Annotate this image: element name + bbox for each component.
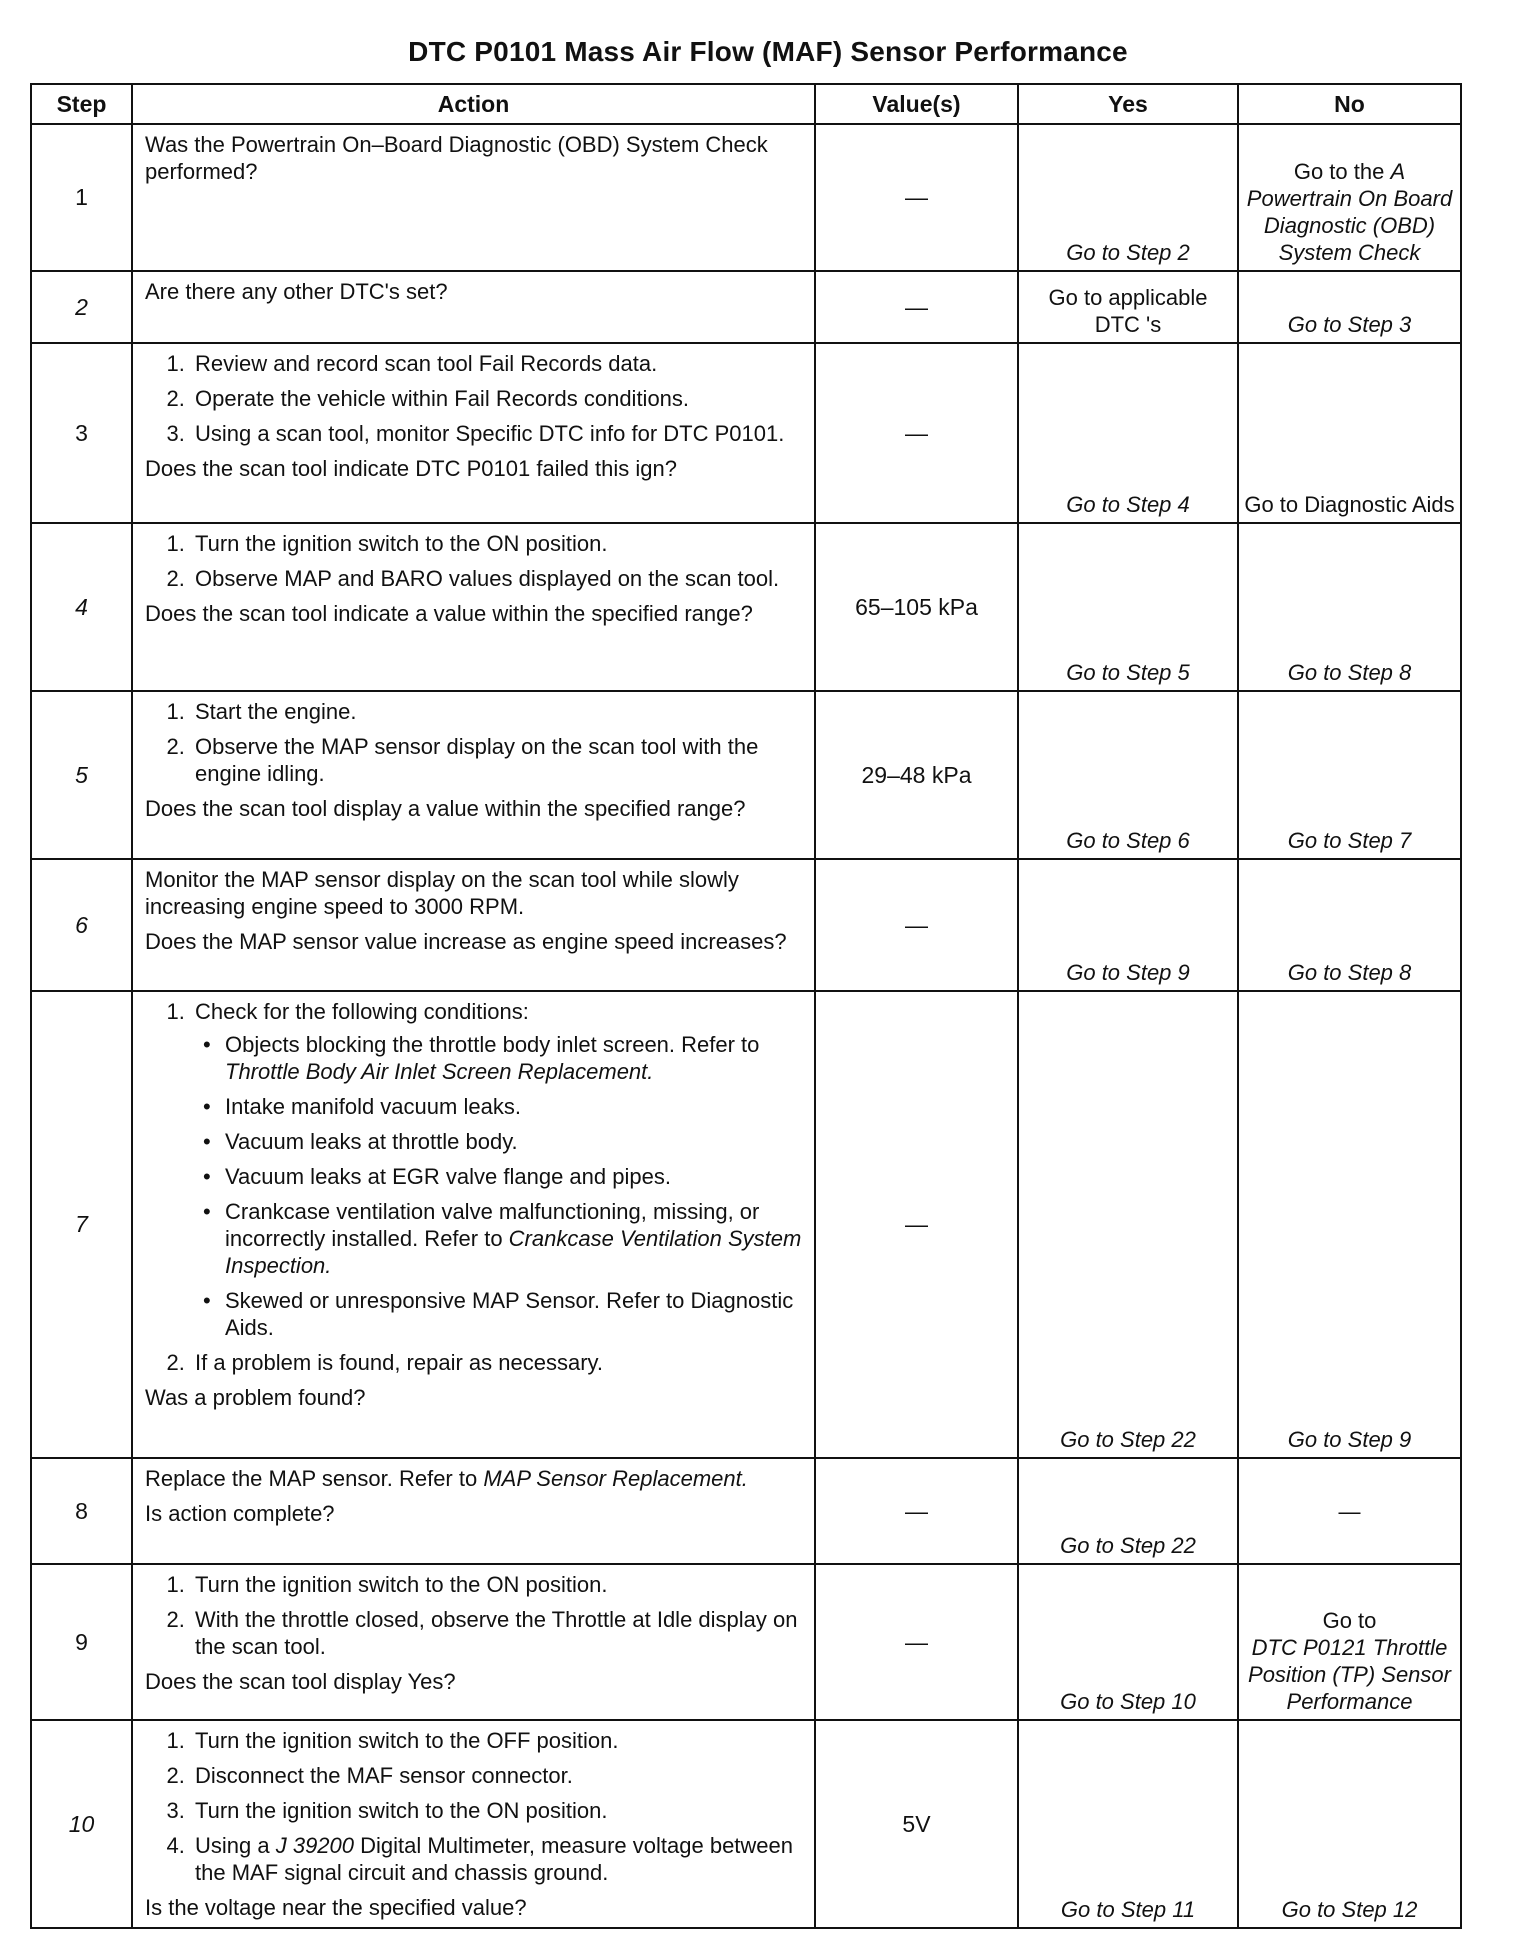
yes-cell xyxy=(1018,343,1238,523)
no-cell xyxy=(1238,991,1461,1458)
step-number: 5 xyxy=(31,691,132,859)
action-step: 1. Turn the ignition switch to the ON position. xyxy=(191,530,804,557)
action-step: 2. Disconnect the MAF sensor connector. xyxy=(191,1762,804,1789)
no-link[interactable]: A Powertrain On Board Diagnostic (OBD) System Check xyxy=(1246,159,1453,265)
yes-cell xyxy=(1018,1720,1238,1928)
step-number: 4 xyxy=(31,523,132,691)
action-steps xyxy=(145,1571,804,1660)
table-row xyxy=(31,1564,1461,1720)
value-cell: 65–105 kPa xyxy=(815,523,1018,691)
table-row xyxy=(31,859,1461,991)
action-step: 2. Observe the MAP sensor display on the scan tool with the engine idling. xyxy=(191,733,804,787)
yes-link[interactable]: Go to Step 5 xyxy=(1066,660,1190,685)
action-step xyxy=(191,1832,804,1886)
action-text: Was the Powertrain On–Board Diagnostic (OBD) System Check performed? xyxy=(145,132,768,184)
value-cell: — xyxy=(815,343,1018,523)
header-step: Step xyxy=(31,84,132,124)
step-number: 2 xyxy=(31,271,132,343)
header-yes: Yes xyxy=(1018,84,1238,124)
table-row xyxy=(31,991,1461,1458)
no-cell xyxy=(1238,1720,1461,1928)
yes-cell xyxy=(1018,691,1238,859)
yes-link[interactable]: Go to Step 11 xyxy=(1060,1897,1196,1922)
no-link[interactable]: Go to Step 8 xyxy=(1287,660,1412,685)
page-title: DTC P0101 Mass Air Flow (MAF) Sensor Performance xyxy=(408,36,1128,67)
action-step-suffix: Digital Multimeter, measure voltage between the MAF signal circuit and chassis ground. xyxy=(195,1833,794,1885)
condition-text: Objects blocking the throttle body inlet screen. Refer to xyxy=(225,1032,760,1057)
action-step: 1. Start the engine. xyxy=(191,698,804,725)
table-row xyxy=(31,1720,1461,1928)
action-steps xyxy=(145,998,804,1376)
condition-text: Crankcase ventilation valve malfunctioning, missing, or incorrectly installed. Refer to xyxy=(225,1199,760,1251)
reference-link[interactable]: Throttle Body Air Inlet Screen Replacement xyxy=(225,1059,648,1084)
condition-list xyxy=(195,1031,804,1341)
table-row xyxy=(31,271,1461,343)
condition-item: • Objects blocking the throttle body inlet screen. Refer to Throttle Body Air Inlet Screen Replacement. xyxy=(225,1031,804,1085)
condition-item: • Vacuum leaks at EGR valve flange and pipes. xyxy=(225,1163,804,1190)
reference-link[interactable]: Crankcase Ventilation System Inspection xyxy=(225,1226,802,1278)
action-step: 2. With the throttle closed, observe the Throttle at Idle display on the scan tool. xyxy=(191,1606,804,1660)
action-question: Does the scan tool display a value within the specified range? xyxy=(145,796,746,821)
action-question: Does the scan tool display Yes? xyxy=(145,1669,456,1694)
reference-link[interactable]: MAP Sensor Replacement xyxy=(483,1466,742,1491)
condition-item: • Intake manifold vacuum leaks. xyxy=(225,1093,804,1120)
header-no: No xyxy=(1238,84,1461,124)
value-cell: — xyxy=(815,124,1018,271)
action-step: 2. If a problem is found, repair as necessary. xyxy=(191,1349,804,1376)
action-step-text: Check for the following conditions: xyxy=(195,999,529,1024)
no-link[interactable]: Go to Step 8 xyxy=(1287,960,1412,985)
action-text: Replace the MAP sensor. Refer to MAP Sensor Replacement. xyxy=(145,1466,748,1491)
no-cell xyxy=(1238,271,1461,343)
action-steps xyxy=(145,698,804,787)
table-row xyxy=(31,343,1461,523)
action-step: 3. Turn the ignition switch to the ON position. xyxy=(191,1797,804,1824)
step-number: 9 xyxy=(31,1564,132,1720)
action-steps xyxy=(145,350,804,447)
yes-cell xyxy=(1018,1564,1238,1720)
tool-reference: J 39200 xyxy=(275,1833,355,1858)
action-step: 2. Observe MAP and BARO values displayed on the scan tool. xyxy=(191,565,804,592)
no-link[interactable]: Go to Diagnostic Aids xyxy=(1244,492,1455,517)
action-question: Does the scan tool indicate DTC P0101 failed this ign? xyxy=(145,456,677,481)
condition-item: • Crankcase ventilation valve malfunctioning, missing, or incorrectly installed. Refer to Crankcase Ventilation System Inspection. xyxy=(225,1198,804,1279)
action-step xyxy=(191,998,804,1341)
yes-cell xyxy=(1018,523,1238,691)
action-cell xyxy=(132,523,815,691)
yes-link[interactable]: Go to applicable DTC 's xyxy=(1048,285,1208,337)
no-cell xyxy=(1238,691,1461,859)
action-text-prefix: Replace the MAP sensor. Refer to xyxy=(145,1466,484,1491)
value-cell: — xyxy=(815,1458,1018,1564)
action-step: 2. Operate the vehicle within Fail Records conditions. xyxy=(191,385,804,412)
step-number: 1 xyxy=(31,124,132,271)
no-link[interactable]: Go to Step 9 xyxy=(1287,1427,1412,1452)
step-number: 6 xyxy=(31,859,132,991)
action-cell xyxy=(132,1458,815,1564)
table-row xyxy=(31,124,1461,271)
table-row xyxy=(31,523,1461,691)
action-question: Is action complete? xyxy=(145,1501,335,1526)
action-cell xyxy=(132,124,815,271)
action-question: Does the scan tool indicate a value within the specified range? xyxy=(145,601,753,626)
yes-link[interactable]: Go to Step 22 xyxy=(1060,1427,1196,1452)
header-action: Action xyxy=(132,84,815,124)
action-cell xyxy=(132,859,815,991)
yes-link[interactable]: Go to Step 4 xyxy=(1066,492,1190,517)
action-text: Are there any other DTC's set? xyxy=(145,279,448,304)
condition-item: • Skewed or unresponsive MAP Sensor. Refer to Diagnostic Aids. xyxy=(225,1287,804,1341)
no-cell xyxy=(1238,859,1461,991)
header-values: Value(s) xyxy=(815,84,1018,124)
action-question: Does the MAP sensor value increase as engine speed increases? xyxy=(145,929,787,954)
yes-cell xyxy=(1018,1458,1238,1564)
action-question: Was a problem found? xyxy=(145,1385,366,1410)
diagnostic-table xyxy=(30,83,1462,1929)
action-step: 1. Review and record scan tool Fail Records data. xyxy=(191,350,804,377)
no-cell xyxy=(1238,124,1461,271)
value-cell: 29–48 kPa xyxy=(815,691,1018,859)
value-cell: 5V xyxy=(815,1720,1018,1928)
value-cell: — xyxy=(815,991,1018,1458)
action-cell xyxy=(132,991,815,1458)
table-row xyxy=(31,1458,1461,1564)
action-step: 1. Turn the ignition switch to the ON position. xyxy=(191,1571,804,1598)
value-cell: — xyxy=(815,271,1018,343)
yes-cell xyxy=(1018,271,1238,343)
no-link[interactable]: Go to Step 3 xyxy=(1287,312,1412,337)
no-prefix: Go to xyxy=(1322,1608,1377,1633)
action-steps xyxy=(145,530,804,592)
action-step: 3. Using a scan tool, monitor Specific DTC info for DTC P0101. xyxy=(191,420,804,447)
yes-link[interactable]: Go to Step 22 xyxy=(1060,1533,1196,1558)
yes-cell xyxy=(1018,124,1238,271)
condition-item: • Vacuum leaks at throttle body. xyxy=(225,1128,804,1155)
action-cell xyxy=(132,1720,815,1928)
no-cell: — xyxy=(1238,1458,1461,1564)
no-cell xyxy=(1238,1564,1461,1720)
action-question: Is the voltage near the specified value? xyxy=(145,1895,527,1920)
no-link[interactable]: Go to Step 7 xyxy=(1287,828,1412,853)
value-cell: — xyxy=(815,859,1018,991)
yes-cell xyxy=(1018,859,1238,991)
action-cell xyxy=(132,271,815,343)
no-cell xyxy=(1238,523,1461,691)
action-cell xyxy=(132,1564,815,1720)
step-number: 3 xyxy=(31,343,132,523)
action-cell xyxy=(132,691,815,859)
yes-link[interactable]: Go to Step 6 xyxy=(1066,828,1190,853)
no-cell xyxy=(1238,343,1461,523)
action-steps xyxy=(145,1727,804,1886)
action-cell xyxy=(132,343,815,523)
step-number: 10 xyxy=(31,1720,132,1928)
no-link[interactable]: Go to Step 12 xyxy=(1281,1897,1418,1922)
yes-link[interactable]: Go to Step 10 xyxy=(1060,1689,1196,1714)
yes-link[interactable]: Go to Step 9 xyxy=(1066,960,1190,985)
action-text: Monitor the MAP sensor display on the scan tool while slowly increasing engine speed to 3000 RPM. xyxy=(145,867,739,919)
action-step: 1. Turn the ignition switch to the OFF position. xyxy=(191,1727,804,1754)
table-header-row xyxy=(31,84,1461,124)
no-link[interactable]: DTC P0121 Throttle Position (TP) Sensor Performance xyxy=(1248,1635,1451,1714)
value-cell: — xyxy=(815,1564,1018,1720)
step-number: 7 xyxy=(31,991,132,1458)
yes-link[interactable]: Go to Step 2 xyxy=(1066,240,1190,265)
yes-cell xyxy=(1018,991,1238,1458)
action-step-prefix: Using a xyxy=(195,1833,276,1858)
table-row xyxy=(31,691,1461,859)
no-prefix: Go to the xyxy=(1293,159,1391,184)
step-number: 8 xyxy=(31,1458,132,1564)
